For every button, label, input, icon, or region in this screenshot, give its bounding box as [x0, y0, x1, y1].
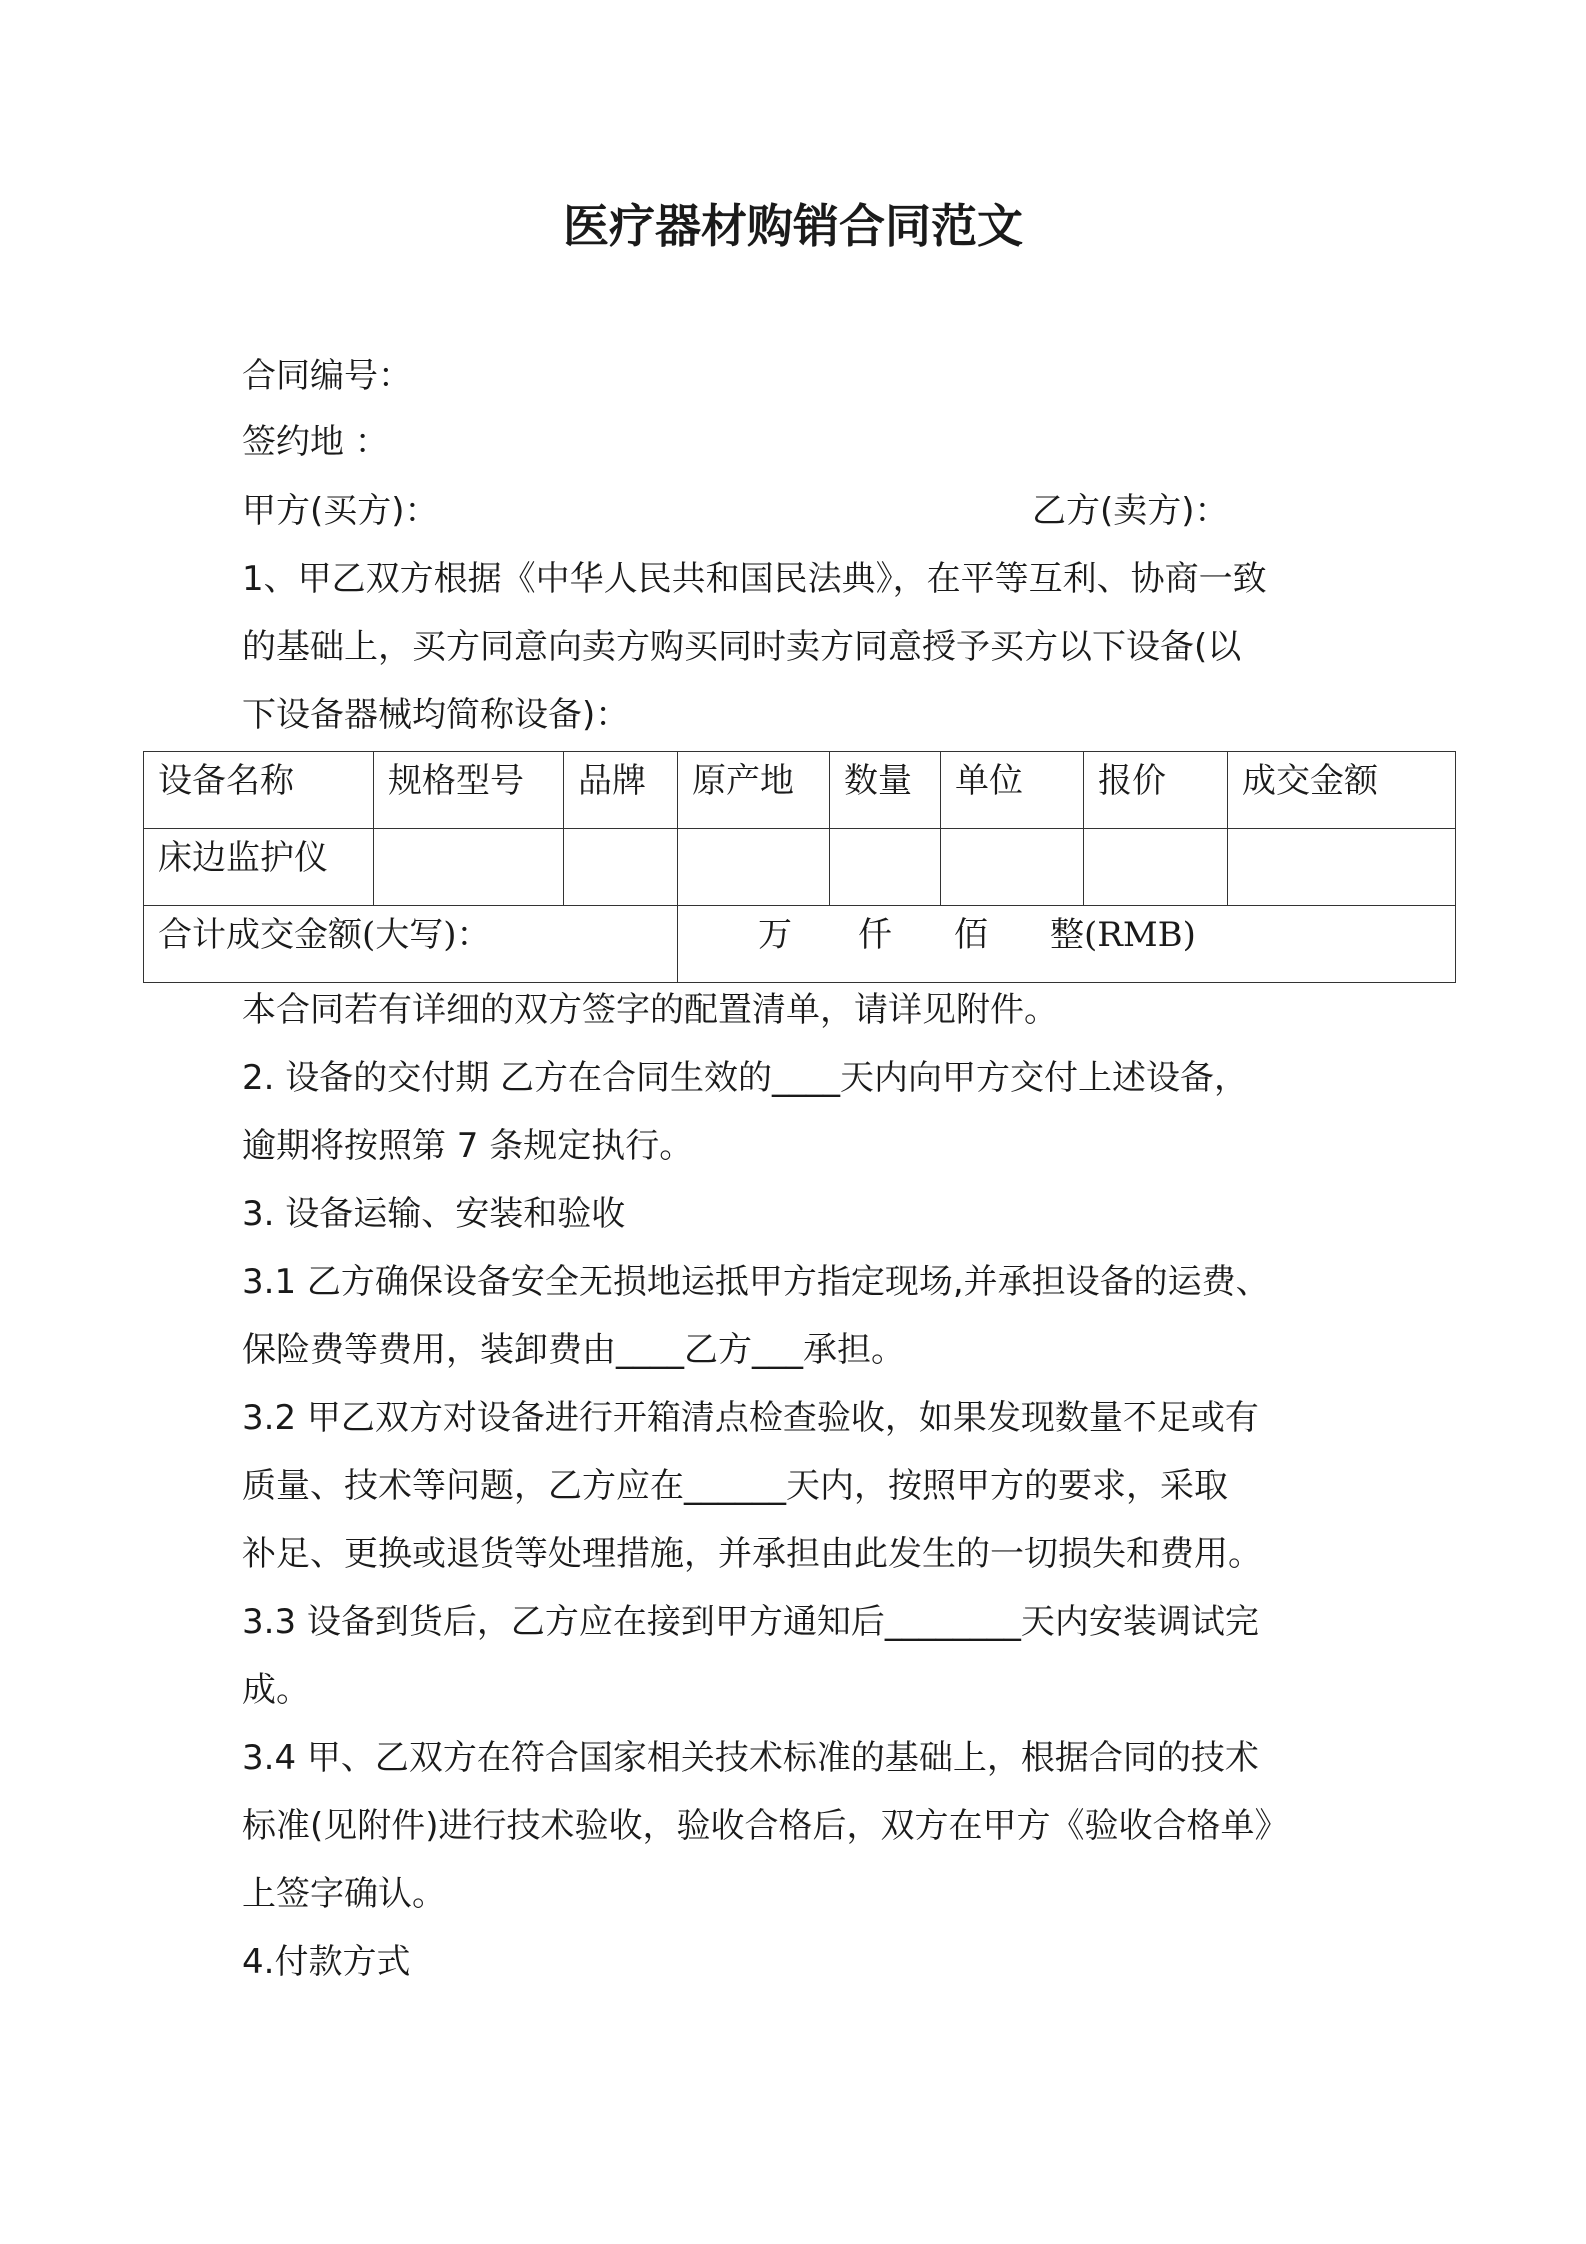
body-line: 本合同若有详细的双方签字的配置清单，请详见附件。	[242, 990, 1058, 1030]
table-header-row	[144, 752, 1456, 829]
body-line: 3.3 设备到货后，乙方应在接到甲方通知后________天内安装调试完	[242, 1602, 1259, 1642]
body-line: 成。	[242, 1670, 310, 1710]
party-b-label: 乙方(卖方)：	[1032, 491, 1229, 531]
table-total-row	[144, 906, 1456, 983]
party-a-label: 甲方(买方)：	[242, 491, 439, 531]
table-cell	[374, 829, 564, 906]
body-line: 逾期将按照第 7 条规定执行。	[242, 1126, 694, 1166]
amount-unit-bai: 佰	[954, 915, 988, 955]
body-line: 3. 设备运输、安装和验收	[242, 1194, 626, 1234]
amount-unit-qian: 仟	[858, 915, 892, 955]
table-header-cell: 报价	[1084, 752, 1228, 829]
table-cell	[1228, 829, 1456, 906]
body-line: 补足、更换或退货等处理措施，并承担由此发生的一切损失和费用。	[242, 1534, 1262, 1574]
body-line: 3.2 甲乙双方对设备进行开箱清点检查验收，如果发现数量不足或有	[242, 1398, 1259, 1438]
body-line: 2. 设备的交付期 乙方在合同生效的____天内向甲方交付上述设备，	[242, 1058, 1249, 1098]
body-line: 上签字确认。	[242, 1874, 446, 1914]
document-title: 医疗器材购销合同范文	[563, 199, 1023, 253]
table-header-cell: 品牌	[564, 752, 678, 829]
clause-1-line-2: 的基础上，买方同意向卖方购买同时卖方同意授予买方以下设备(以	[242, 627, 1242, 667]
table-row	[144, 829, 1456, 906]
contract-number-label: 合同编号：	[242, 356, 412, 396]
body-line: 标准(见附件)进行技术验收，验收合格后，双方在甲方《验收合格单》	[242, 1806, 1289, 1846]
table-header-cell: 设备名称	[144, 752, 374, 829]
total-amount-label: 合计成交金额(大写)：	[144, 906, 678, 983]
body-line: 保险费等费用，装卸费由____乙方___承担。	[242, 1330, 905, 1370]
table-header-cell: 单位	[941, 752, 1084, 829]
sign-place-label: 签约地 ：	[242, 422, 389, 462]
table-header-cell: 成交金额	[1228, 752, 1456, 829]
table-cell	[678, 829, 830, 906]
body-line: 3.1 乙方确保设备安全无损地运抵甲方指定现场,并承担设备的运费、	[242, 1262, 1270, 1302]
section-heading-payment: 4.付款方式	[242, 1942, 411, 1982]
amount-unit-zheng: 整(RMB)	[1050, 915, 1196, 955]
table-cell: 床边监护仪	[144, 829, 374, 906]
amount-unit-wan: 万	[758, 915, 792, 955]
table-header-cell: 原产地	[678, 752, 830, 829]
table-header-cell: 规格型号	[374, 752, 564, 829]
body-line: 3.4 甲、乙双方在符合国家相关技术标准的基础上，根据合同的技术	[242, 1738, 1259, 1778]
body-line: 质量、技术等问题，乙方应在______天内，按照甲方的要求，采取	[242, 1466, 1228, 1506]
table-cell	[564, 829, 678, 906]
equipment-table	[143, 751, 1456, 983]
parties-line	[242, 489, 1362, 533]
table-cell	[1084, 829, 1228, 906]
clause-1-line-3: 下设备器械均简称设备)：	[242, 695, 630, 735]
table-cell	[941, 829, 1084, 906]
table-cell	[830, 829, 941, 906]
table-header-cell: 数量	[830, 752, 941, 829]
clause-1-line-1: 1、甲乙双方根据《中华人民共和国民法典》，在平等互利、协商一致	[242, 559, 1267, 599]
total-amount-units	[678, 906, 1456, 983]
